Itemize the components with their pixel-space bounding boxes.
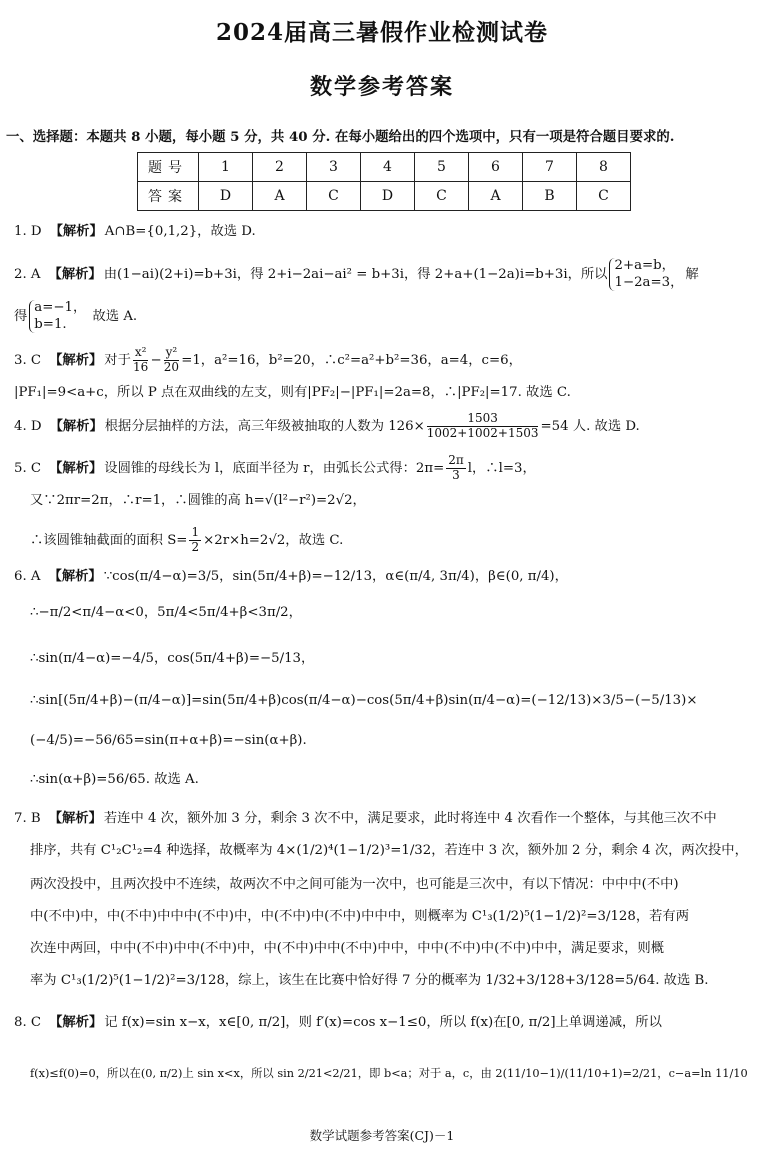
equation: 2+a=b， <box>614 258 675 273</box>
solution-text: ∴sin[(5π/4+β)−(π/4−α)]=sin(5π/4+β)cos(π/4−α)−cos(5π/4+β)sin(π/4−α)=(−12/13)×3/5−(−5/13)× <box>30 693 698 708</box>
table-header-cell: 题号 <box>138 153 199 182</box>
question-number: 1. D <box>14 224 42 239</box>
q5-line-1 <box>14 454 536 483</box>
q8-line-1 <box>14 1016 662 1029</box>
question-number-cell: 6 <box>469 153 523 182</box>
question-number: 7. B <box>14 811 41 826</box>
solution-text: 中(不中)中，中(不中)中中中(不中)中，中(不中)中(不中)中中中，则概率为 C¹₃(1/2)⁵(1−1/2)²=3/128，若有两 <box>30 909 690 924</box>
page-title: 2024届高三暑假作业检测试卷 <box>215 19 548 46</box>
q6-line-4 <box>30 694 697 707</box>
question-number-cell: 4 <box>361 153 415 182</box>
solution-text: f(x)≤f(0)=0，所以在(0, π/2)上 sin x<x，所以 sin 2/21<2/21，即 b<a；对于 a，c，由 2(11/10−1)/(11/10+1)=2/21，c−a=ln 11/10 <box>30 1067 748 1080</box>
q7-line-4 <box>30 910 689 923</box>
q1-line <box>14 225 256 238</box>
answer-cell: A <box>253 182 307 211</box>
q6-line-3 <box>30 652 314 665</box>
answer-cell: A <box>469 182 523 211</box>
question-number-cell: 3 <box>307 153 361 182</box>
q7-line-2 <box>30 844 748 857</box>
denominator: 3 <box>452 467 460 482</box>
solution-text: 设圆锥的母线长为 l，底面半径为 r，由弧长公式得：2π= <box>104 460 445 476</box>
solution-text: 对于 <box>104 352 131 368</box>
section-heading: 一、选择题：本题共 8 小题，每小题 5 分，共 40 分. 在每小题给出的四个选项中，只有一项是符合题目要求的. <box>6 129 675 145</box>
solution-text: 解 <box>685 267 699 283</box>
analysis-tag: 【解析】 <box>49 460 103 476</box>
solution-text: 排序，共有 C¹₂C¹₂=4 种选择，故概率为 4×(1/2)⁴(1−1/2)³=1/32，若连中 3 次，额外加 2 分，剩余 4 次，两次投中， <box>30 843 748 858</box>
fraction <box>446 454 466 483</box>
q2-line-1 <box>14 258 699 291</box>
numerator: 1503 <box>427 412 539 427</box>
solution-text: ∴−π/2<π/4−α<0，5π/4<5π/4+β<3π/2， <box>30 605 302 620</box>
solution-text: =54 人. 故选 D. <box>540 418 640 434</box>
equation: b=1. <box>34 316 67 332</box>
answer-table <box>137 152 631 211</box>
fraction <box>189 526 201 555</box>
equation-system <box>609 258 683 291</box>
solution-text: ×2r×h=2√2，故选 C. <box>203 532 344 548</box>
denominator: 2 <box>191 539 200 554</box>
q2-line-2 <box>14 300 137 333</box>
fraction <box>164 346 180 375</box>
solution-text: |PF₁|=9<a+c，所以 P 点在双曲线的左支，则有|PF₂|−|PF₁|=2a=8，∴|PF₂|=17. 故选 C. <box>14 385 571 400</box>
q5-line-3 <box>30 526 343 555</box>
q5-line-2 <box>30 494 366 507</box>
analysis-tag: 【解析】 <box>49 224 103 239</box>
q6-line-6 <box>30 773 199 786</box>
solution-text: ∵cos(π/4−α)=3/5，sin(5π/4+β)=−12/13，α∈(π/4, 3π/4)，β∈(0, π/4)， <box>103 569 568 584</box>
numerator: y² <box>165 345 178 359</box>
solution-text: ∴sin(α+β)=56/65. 故选 A. <box>30 772 199 787</box>
solution-text: =1，a²=16，b²=20，∴c²=a²+b²=36，a=4，c=6， <box>181 352 522 368</box>
answer-cell: B <box>523 182 577 211</box>
solution-text: 次连中两回，中中(不中)中中(不中)中，中(不中)中中(不中)中中，中中(不中)中(不中)中中，满足要求，则概 <box>30 941 665 956</box>
solution-text: 得 <box>14 309 28 325</box>
equation: a=−1， <box>34 300 87 315</box>
q6-line-2 <box>30 606 302 619</box>
solution-text: 两次没投中，且两次投中不连续，故两次不中之间可能为一次中，也可能是三次中，有以下情况：中中中(不中) <box>30 877 679 892</box>
equation-system <box>29 300 86 333</box>
numerator: 1 <box>191 525 200 539</box>
fraction <box>133 346 149 375</box>
answer-cell: C <box>307 182 361 211</box>
solution-text: 若连中 4 次，额外加 3 分，剩余 3 次不中，满足要求，此时将连中 4 次看作一个整体，与其他三次不中 <box>103 811 717 826</box>
solution-text: A∩B={0,1,2}，故选 D. <box>104 224 256 239</box>
table-header-cell: 答案 <box>138 182 199 211</box>
analysis-tag: 【解析】 <box>49 418 103 434</box>
analysis-tag: 【解析】 <box>48 811 102 826</box>
fraction <box>427 412 539 441</box>
question-number-cell: 7 <box>523 153 577 182</box>
denominator: 16 <box>133 359 149 374</box>
question-number-cell: 5 <box>415 153 469 182</box>
question-number-cell: 2 <box>253 153 307 182</box>
answer-cell: D <box>361 182 415 211</box>
question-number: 6. A <box>14 569 41 584</box>
solution-text: ∴该圆锥轴截面的面积 S= <box>30 532 188 548</box>
question-number: 2. A <box>14 267 41 283</box>
analysis-tag: 【解析】 <box>48 267 102 283</box>
solution-text: 由(1−ai)(2+i)=b+3i，得 2+i−2ai−ai² = b+3i，得 2+a+(1−2a)i=b+3i，所以 <box>103 267 608 283</box>
denominator: 1002+1002+1503 <box>426 425 539 440</box>
answer-cell: D <box>199 182 253 211</box>
table-row <box>138 153 631 182</box>
page-footer: 数学试题参考答案(CJ)－1 <box>309 1128 455 1143</box>
analysis-tag: 【解析】 <box>49 352 103 368</box>
answer-cell: C <box>415 182 469 211</box>
analysis-tag: 【解析】 <box>48 569 102 584</box>
question-number: 3. C <box>14 352 42 368</box>
q6-line-1 <box>14 570 568 583</box>
solution-text: ∴sin(π/4−α)=−4/5，cos(5π/4+β)=−5/13， <box>30 651 315 666</box>
solution-text: l，∴l=3， <box>467 460 536 476</box>
answer-cell: C <box>577 182 631 211</box>
solution-text: 又∵2πr=2π，∴r=1，∴圆锥的高 h=√(l²−r²)=2√2， <box>30 493 366 508</box>
solution-text: 根据分层抽样的方法，高三年级被抽取的人数为 126× <box>104 418 425 434</box>
numerator: x² <box>134 345 147 359</box>
table-row <box>138 182 631 211</box>
question-number-cell: 1 <box>199 153 253 182</box>
q3-line-2 <box>14 386 571 399</box>
q4-line <box>14 412 640 441</box>
question-number-cell: 8 <box>577 153 631 182</box>
solution-text: 故选 A. <box>92 309 138 325</box>
q3-line-1: 3. C 【解析】 对于 $\frac{\text{x²}}{16}$ − $\frac{\text{y²}}{20}$ =1，a²=16，b²=20，∴c²=a²+b²=36，a=4，c=6， <box>14 345 522 374</box>
page-subtitle: 数学参考答案 <box>309 74 454 100</box>
equation: 1−2a=3， <box>614 274 684 290</box>
q8-line-2 <box>30 1068 748 1079</box>
analysis-tag: 【解析】 <box>49 1015 103 1030</box>
q7-line-3 <box>30 878 679 891</box>
question-number: 4. D <box>14 418 42 434</box>
q7-line-5 <box>30 942 664 955</box>
denominator: 20 <box>163 359 180 374</box>
solution-text: 记 f(x)=sin x−x，x∈[0, π/2]，则 f′(x)=cos x−1≤0，所以 f(x)在[0, π/2]上单调递减，所以 <box>104 1015 662 1030</box>
question-number: 5. C <box>14 460 42 476</box>
numerator: 2π <box>448 453 464 467</box>
q6-line-5 <box>30 734 307 747</box>
solution-text: (−4/5)=−56/65=sin(π+α+β)=−sin(α+β). <box>30 733 307 748</box>
solution-text: 率为 C¹₃(1/2)⁵(1−1/2)²=3/128，综上，该生在比赛中恰好得 7 分的概率为 1/32+3/128+3/128=5/64. 故选 B. <box>30 973 709 988</box>
q7-line-6 <box>30 974 708 987</box>
question-number: 8. C <box>14 1015 42 1030</box>
q7-line-1 <box>14 812 717 825</box>
